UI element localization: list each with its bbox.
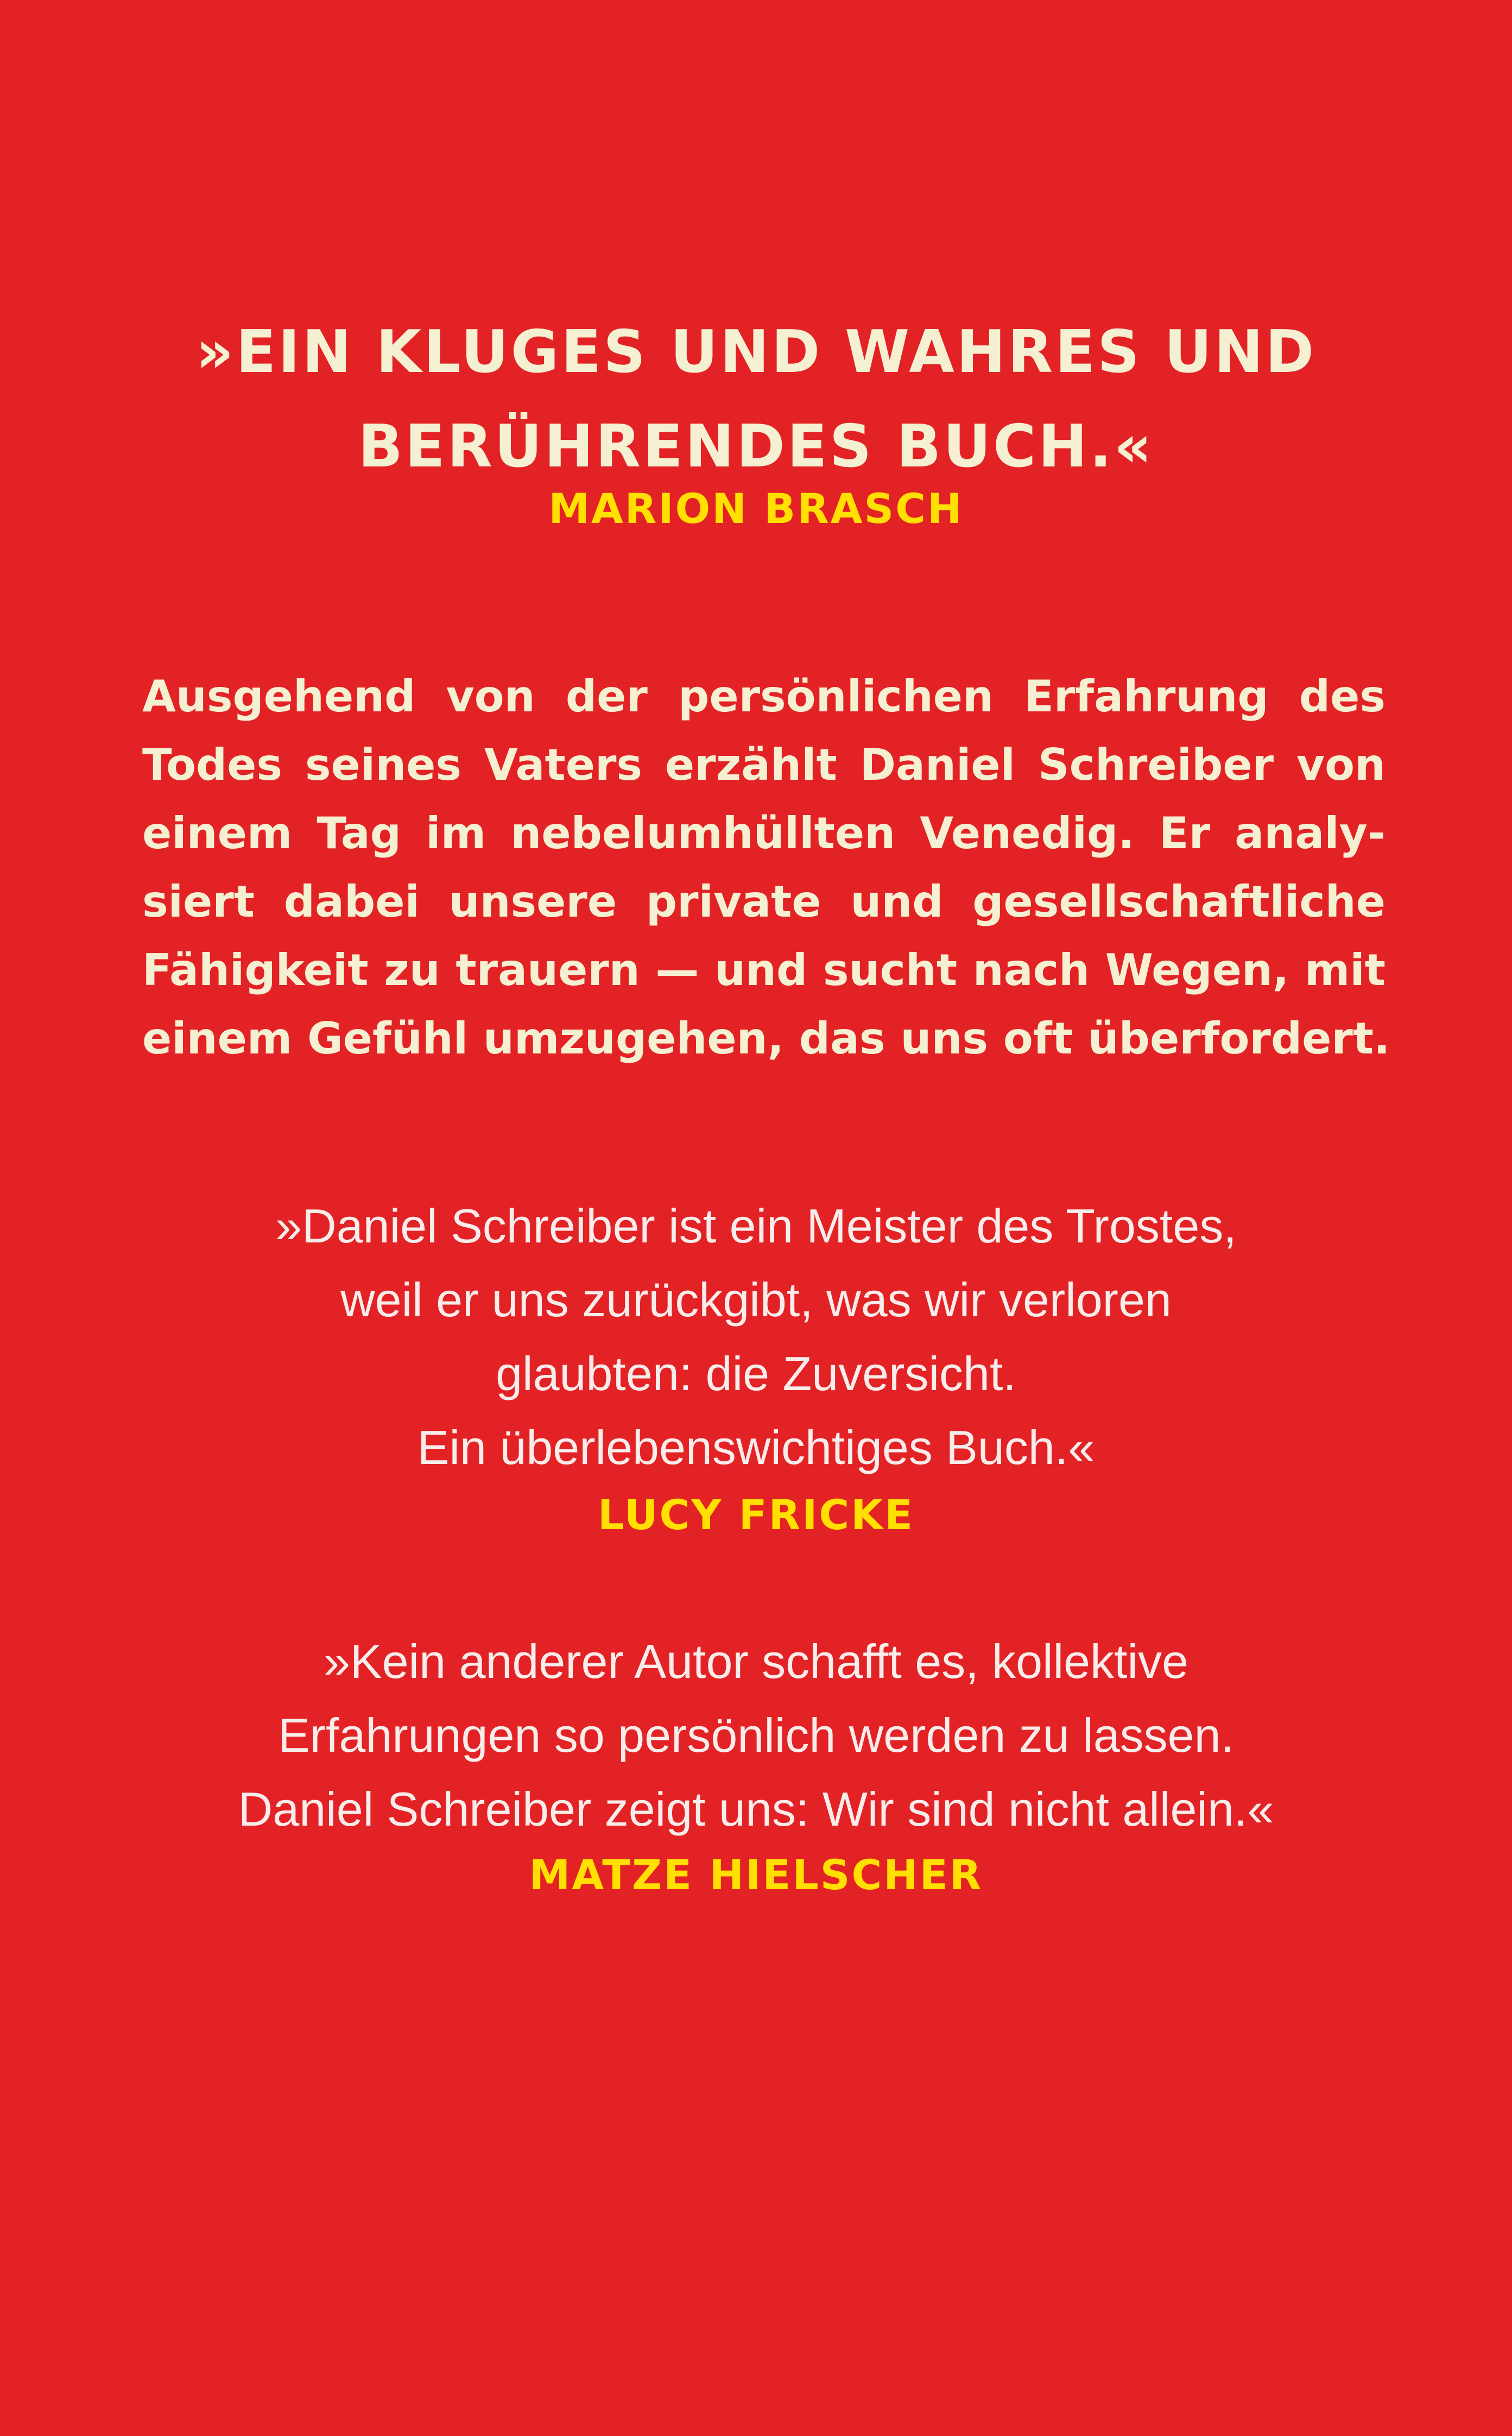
review-quote-2	[0, 1625, 1512, 1846]
headline-line: »EIN KLUGES UND WAHRES UND	[195, 318, 1317, 386]
headline-line: BERÜHRENDES BUCH.«	[358, 413, 1154, 481]
headline-attribution: MARION BRASCH	[548, 484, 964, 533]
quote-line: »Kein anderer Autor schafft es, kollektive	[323, 1634, 1189, 1688]
description-line: siert dabei unsere private und gesellschaftliche	[142, 876, 1386, 927]
quote-line: glaubten: die Zuversicht.	[496, 1347, 1016, 1400]
quote-line: Daniel Schreiber zeigt uns: Wir sind nicht allein.«	[238, 1782, 1274, 1836]
review-quote-1	[0, 1189, 1512, 1485]
description-line: einem Gefühl umzugehen, das uns oft überfordert.	[142, 1013, 1390, 1064]
quote-line: Erfahrungen so persönlich werden zu lassen.	[277, 1708, 1235, 1762]
quote-line: »Daniel Schreiber ist ein Meister des Trostes,	[275, 1199, 1237, 1253]
description-line: Todes seines Vaters erzählt Daniel Schreiber von	[142, 740, 1386, 790]
description-line: Fähigkeit zu trauern — und sucht nach Wegen, mit	[142, 945, 1386, 995]
description-line: Ausgehend von der persönlichen Erfahrung des	[142, 671, 1386, 722]
quote-line: Ein überlebenswichtiges Buch.«	[417, 1421, 1095, 1474]
description-line: einem Tag im nebelumhüllten Venedig. Er analy-	[142, 808, 1386, 859]
quote-line: weil er uns zurückgibt, was wir verloren	[340, 1273, 1172, 1327]
quote-1-attribution: LUCY FRICKE	[598, 1491, 914, 1539]
book-description	[142, 662, 1390, 1073]
quote-2-attribution: MATZE HIELSCHER	[529, 1851, 983, 1899]
headline-quote	[0, 305, 1512, 494]
